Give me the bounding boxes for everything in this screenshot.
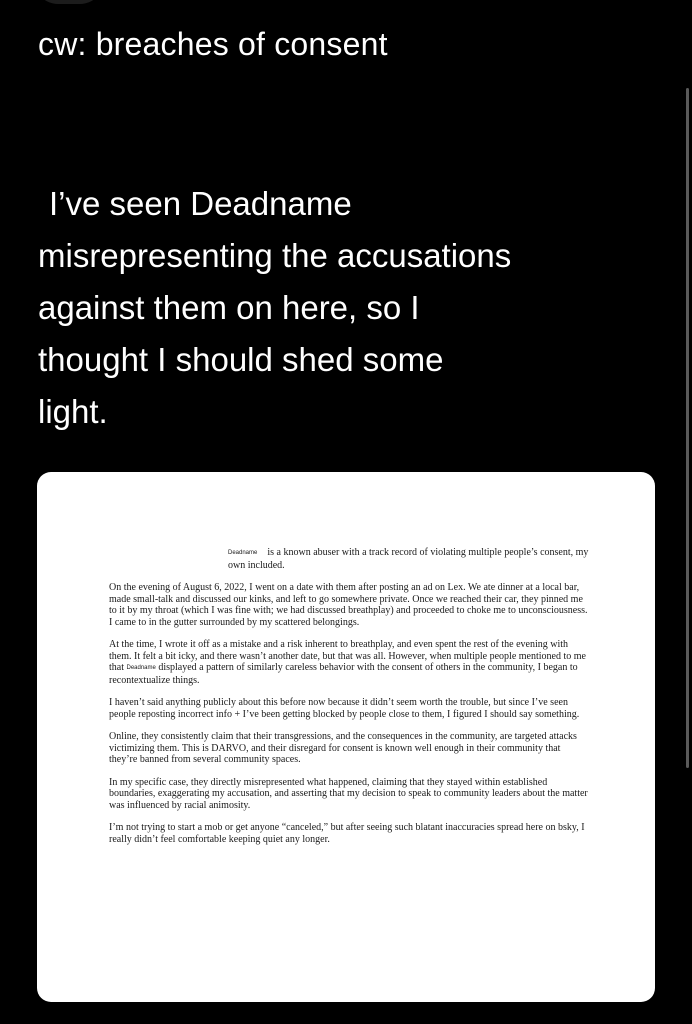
scrollbar[interactable] (686, 88, 689, 768)
redaction-label: Deadname (228, 550, 258, 556)
document-paragraph (109, 639, 591, 686)
document-paragraph (109, 547, 591, 571)
document-paragraph: I’m not trying to start a mob or get anyone “canceled,” but after seeing such blatant inaccuracies spread here on bsky, I really didn’t feel comfortable keeping quiet any longer. (109, 822, 585, 845)
document-paragraph: Online, they consistently claim that their transgressions, and the consequences in the community, are targeted attacks victimizing them. This is DARVO, and their disregard for consent is known well enough in their community that they’re banned from several community spaces. (109, 731, 577, 765)
avatar[interactable] (34, 0, 104, 4)
paragraph-text: displayed a pattern of similarly careless behavior with the consent of others in the community, I began to recontextualize things. (109, 662, 578, 686)
document-paragraph: I haven’t said anything publicly about this before now because it didn’t seem worth the trouble, but since I’ve seen people reposting incorrect info + I’ve been getting blocked by people close to them, I figured I should say something. (109, 697, 580, 720)
post-text-line: thought I should shed some (38, 341, 444, 378)
paragraph-text: At the time, I wrote it off as a mistake and a risk inherent to breathplay, and even spent the rest of the evening with them. It felt a bit icky, and there wasn’t another date, but that was all. However, when multiple people mentioned to me that (109, 639, 586, 673)
redaction-label: Deadname (126, 665, 156, 671)
post-text-line: light. (38, 393, 108, 430)
document-paragraph: On the evening of August 6, 2022, I went on a date with them after posting an ad on Lex. We ate dinner at a local bar, made small-talk and discussed our kinks, and left to go somewhere private. Once we reached their car, they pinned me to it by my throat (which I was fine with; we had discussed breathplay) and proceeded to choke me to unconsciousness. I came to in the gutter surrounded by my scattered belongings. (109, 582, 588, 628)
image-attachment[interactable] (37, 472, 655, 1002)
post-text-line: I’ve seen Deadname (49, 185, 352, 222)
document-body (109, 547, 591, 856)
document-paragraph: In my specific case, they directly misrepresented what happened, claiming that they stayed within established boundaries, exaggerating my accusation, and asserting that my decision to speak to community leaders about the matter was influenced by racial animosity. (109, 776, 588, 811)
post-text-line: misrepresenting the accusations (38, 237, 512, 274)
post-text-line: against them on here, so I (38, 289, 420, 326)
paragraph-text: is a known abuser with a track record of violating multiple people’s consent, my own included. (228, 547, 589, 571)
post-body (38, 178, 638, 438)
content-warning: cw: breaches of consent (38, 26, 388, 62)
